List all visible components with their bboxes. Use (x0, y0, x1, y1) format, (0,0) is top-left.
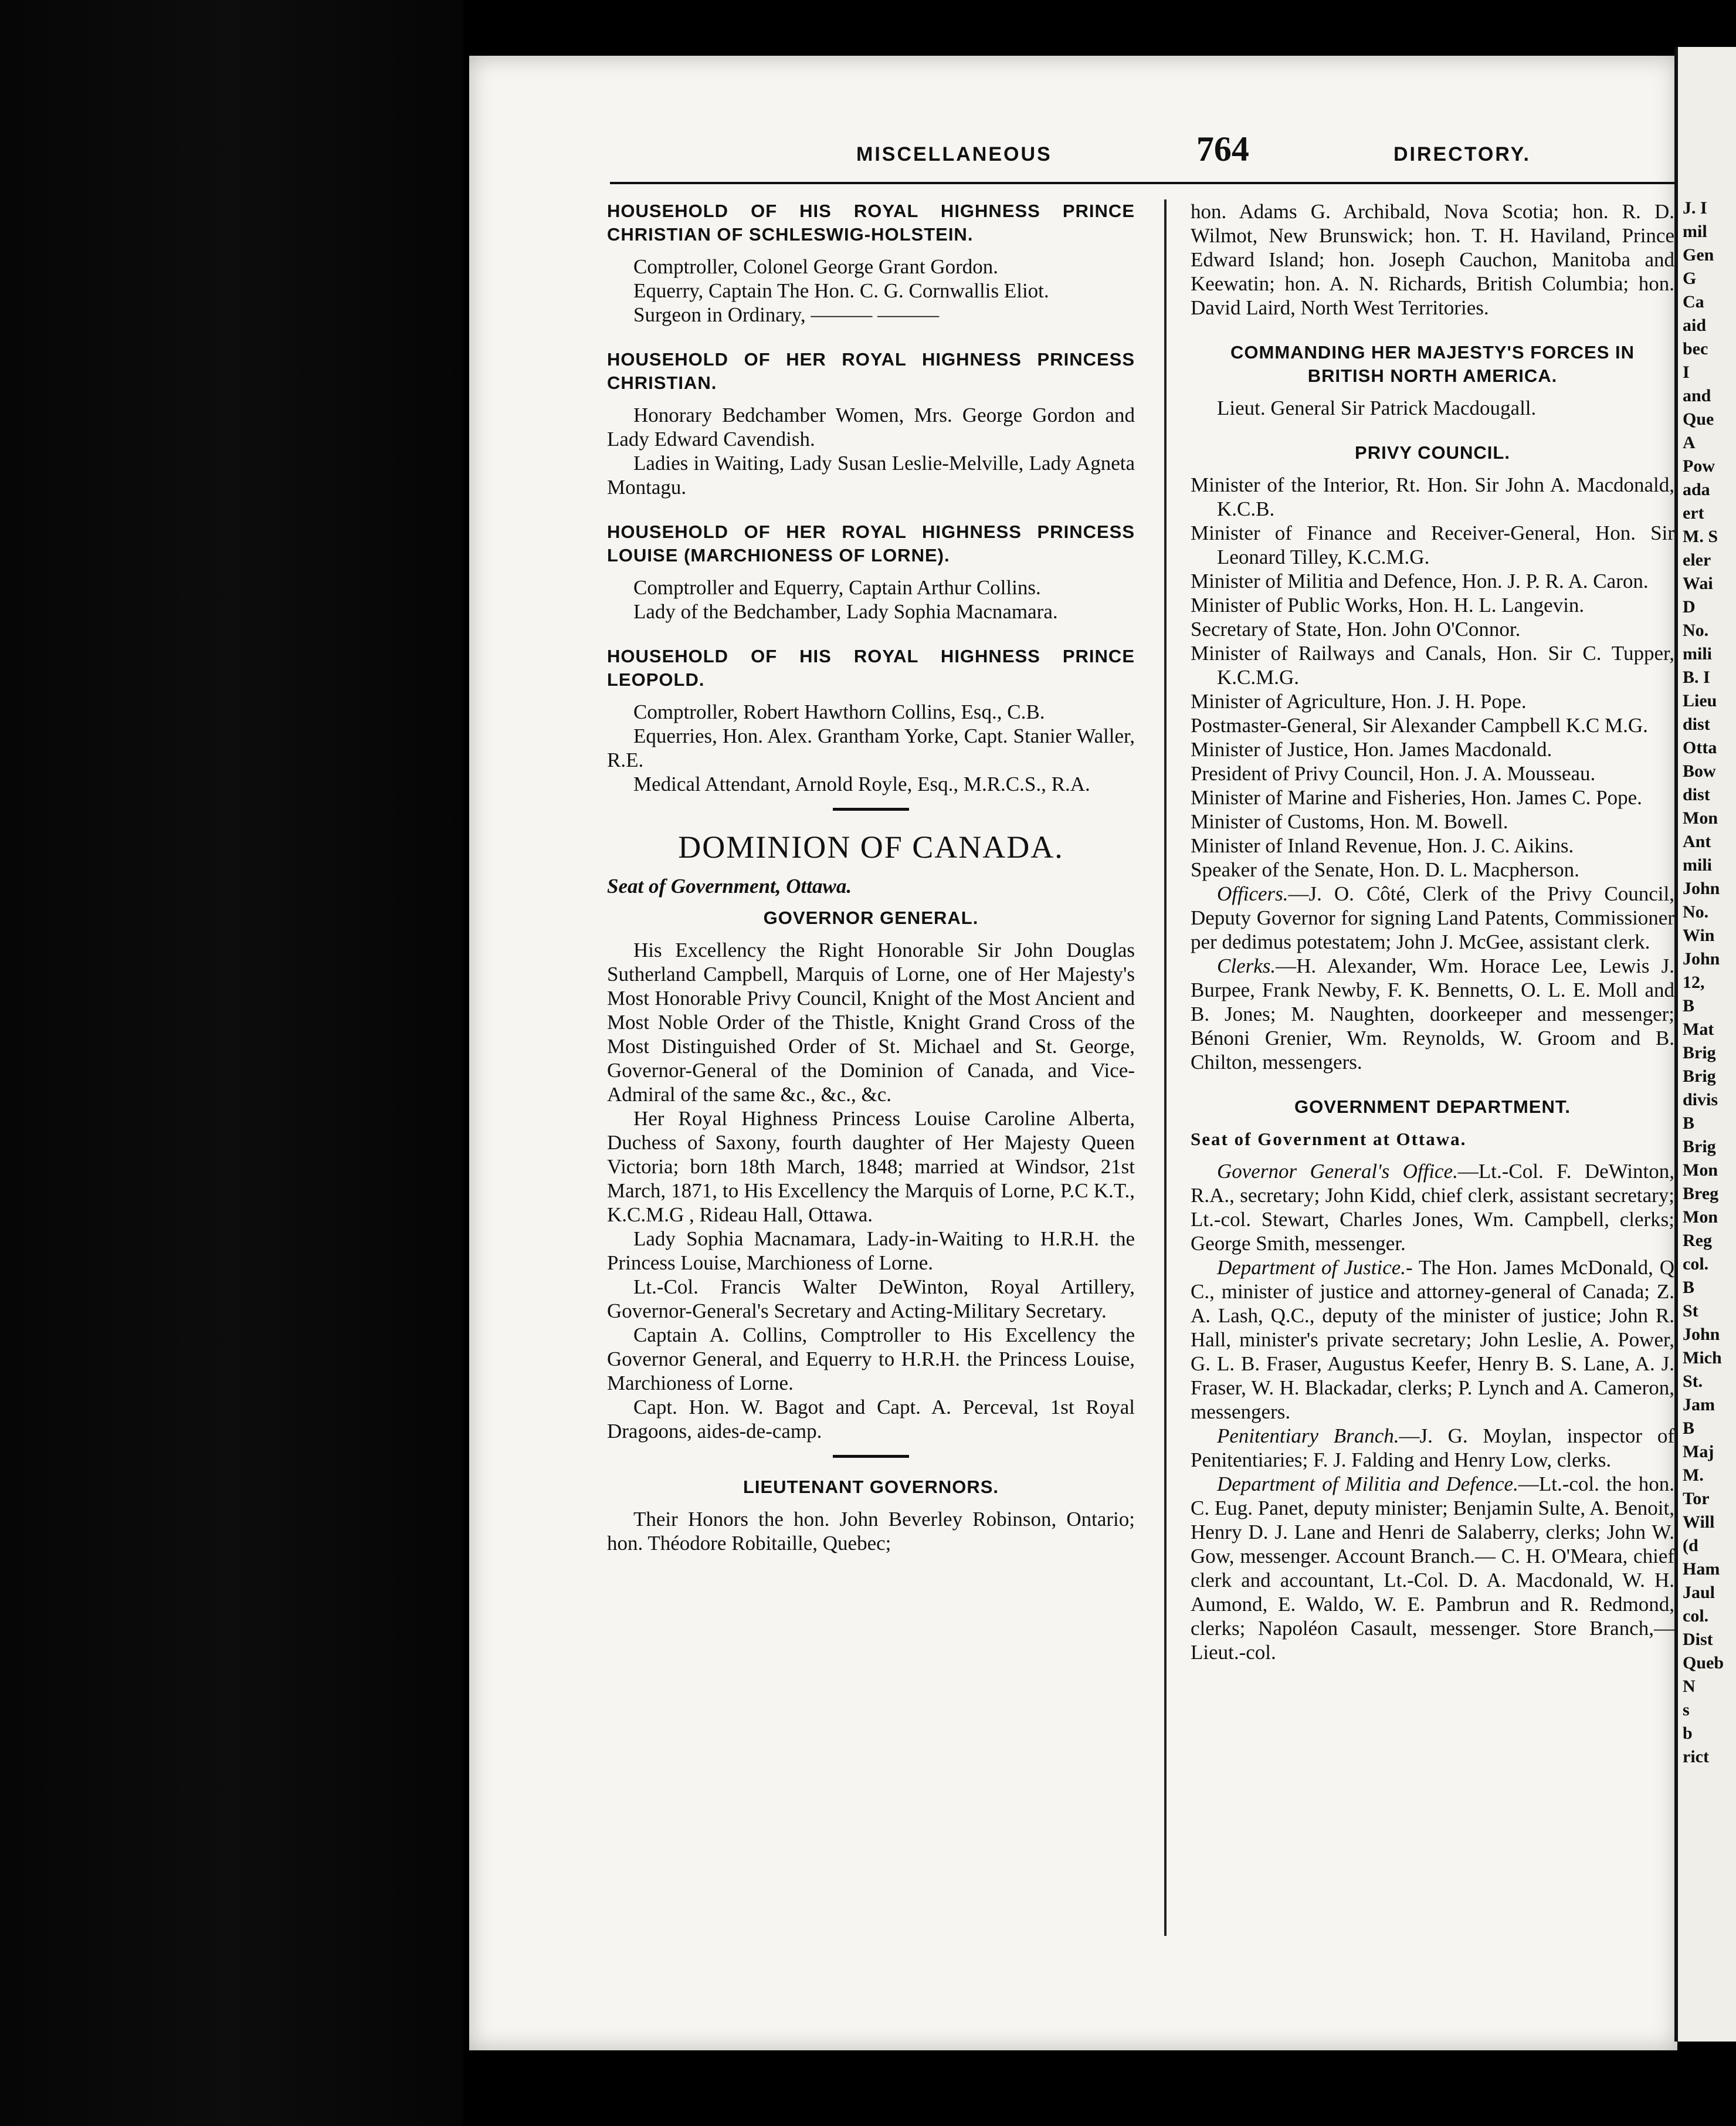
edge-fragment: No. (1683, 902, 1709, 922)
privy-council-entry: Postmaster-General, Sir Alexander Campbell K.C M.G. (1191, 714, 1648, 737)
edge-fragment: Ca (1683, 292, 1704, 312)
privy-council-entry: Minister of Agriculture, Hon. J. H. Pope. (1191, 690, 1527, 713)
left-column (607, 199, 1135, 1555)
governor-general-entry: Lady Sophia Macnamara, Lady-in-Waiting to H.R.H. the Princess Louise, Marchioness of Lorne. (607, 1227, 1135, 1274)
edge-fragment: Brig (1683, 1137, 1716, 1156)
page-header (856, 129, 1531, 170)
privy-council-list (1191, 473, 1674, 882)
governor-general-section (607, 938, 1135, 1443)
edge-fragment: b (1683, 1724, 1693, 1743)
household-heading: HOUSEHOLD OF HIS ROYAL HIGHNESS PRINCE CHRISTIAN OF SCHLESWIG-HOLSTEIN. (607, 201, 1135, 245)
department-label: Penitentiary Branch. (1217, 1424, 1399, 1447)
edge-fragment: St. (1683, 1372, 1703, 1391)
governor-general-entry: His Excellency the Right Honorable Sir John Douglas Sutherland Campbell, Marquis of Lorne, one of Her Majesty's Most Honorable Privy Council, Knight of the Most Ancient and Most Noble Order of the Thistle, Knight Grand Cross of the Most Distinguished Order of St. Michael and St. George, Governor-General of the Dominion of Canada, and Vice-Admiral of the same &c., &c., &c. (607, 939, 1135, 1106)
edge-fragment: Brig (1683, 1043, 1716, 1062)
household-entry: Equerries, Hon. Alex. Grantham Yorke, Capt. Stanier Waller, R.E. (607, 725, 1135, 771)
edge-fragment: Jam (1683, 1395, 1715, 1414)
officers-text: —J. O. Côté, Clerk of the Privy Council, Deputy Governor for signing Land Patents, Commissioner per dedimus potestatem; John J. McGee, assistant clerk. (1191, 882, 1674, 953)
edge-fragment: Bow (1683, 761, 1716, 781)
department-label: Governor General's Office. (1217, 1160, 1458, 1183)
edge-fragment: Tor (1683, 1489, 1710, 1508)
edge-fragment: dist (1683, 715, 1710, 734)
edge-fragment: 12, (1683, 973, 1705, 992)
household-section (607, 199, 1135, 796)
edge-fragment: Que (1683, 409, 1714, 429)
edge-fragment: col. (1683, 1606, 1709, 1626)
governor-general-entry: Her Royal Highness Princess Louise Caroline Alberta, Duchess of Saxony, fourth daughter of Her Majesty Queen Victoria; born 18th March, 1848; married at Windsor, 21st March, 1871, to His Excellency the Marquis of Lorne, P.C K.T., K.C.M.G , Rideau Hall, Ottawa. (607, 1107, 1135, 1226)
privy-council-entry: Minister of the Interior, Rt. Hon. Sir John A. Macdonald, K.C.B. (1191, 473, 1674, 520)
lieutenant-governors-heading: LIEUTENANT GOVERNORS. (742, 1477, 999, 1497)
edge-fragment: I (1683, 363, 1690, 382)
edge-fragment: ert (1683, 503, 1704, 523)
forces-heading: COMMANDING HER MAJESTY'S FORCES IN BRITISH NORTH AMERICA. (1230, 342, 1635, 386)
department-text: —J. G. Moylan, inspector of Penitentiaries; F. J. Falding and Henry Low, clerks. (1191, 1424, 1674, 1471)
privy-council-entry: Minister of Public Works, Hon. H. L. Langevin. (1191, 594, 1585, 617)
edge-fragment: M. (1683, 1465, 1704, 1485)
edge-fragment: B (1683, 1113, 1695, 1133)
edge-fragment: Otta (1683, 738, 1717, 757)
privy-council-entry: Secretary of State, Hon. John O'Connor. (1191, 618, 1521, 641)
edge-fragment: St (1683, 1301, 1698, 1321)
edge-fragment: bec (1683, 339, 1708, 358)
officers-entry (1191, 882, 1674, 954)
clerks-label: Clerks. (1217, 954, 1276, 977)
government-department-seat: Seat of Government at Ottawa. (1191, 1129, 1467, 1149)
privy-council-entry: Minister of Inland Revenue, Hon. J. C. Aikins. (1191, 834, 1574, 857)
clerks-text: —H. Alexander, Wm. Horace Lee, Lewis J. Burpee, Frank Newby, F. K. Bennetts, O. L. E. Moll and B. Jones; M. Naughten, doorkeeper and messenger; Bénoni Grenier, Wm. Reynolds, W. Groom and B. Chilton, messengers. (1191, 954, 1674, 1074)
household-heading: HOUSEHOLD OF HER ROYAL HIGHNESS PRINCESS LOUISE (MARCHIONESS OF LORNE). (607, 522, 1135, 566)
privy-council-entry: Minister of Militia and Defence, Hon. J. P. R. A. Caron. (1191, 570, 1649, 593)
edge-fragment: divis (1683, 1090, 1718, 1109)
department-text: —Lt.-col. the hon. C. Eug. Panet, deputy minister; Benjamin Sulte, A. Benoit, Henry D. J. Lane and Henri de Salaberry, clerks; John W. Gow, messenger. Account Branch.— C. H. O'Meara, chief clerk and accountant, Lt.-Col. D. A. Macdonald, W. H. Aumond, E. Waldo, W. E. Pambrun and R. Redmond, clerks; Napoléon Casault, messenger. Store Branch,—Lieut.-col. (1191, 1472, 1674, 1664)
governor-general-entry: Lt.-Col. Francis Walter DeWinton, Royal Artillery, Governor-General's Secretary and Acting-Military Secretary. (607, 1275, 1135, 1322)
edge-fragment: Dist (1683, 1630, 1713, 1649)
department-entry (1191, 1424, 1674, 1472)
household-heading: HOUSEHOLD OF HER ROYAL HIGHNESS PRINCESS CHRISTIAN. (607, 349, 1135, 393)
section-rule (833, 808, 909, 811)
edge-fragment: Brig (1683, 1067, 1716, 1086)
section-rule-2 (833, 1455, 909, 1458)
household-entry: Equerry, Captain The Hon. C. G. Cornwallis Eliot. (633, 279, 1049, 302)
privy-council-entry: Minister of Railways and Canals, Hon. Sir C. Tupper, K.C.M.G. (1191, 642, 1674, 689)
edge-fragment: Gen (1683, 245, 1714, 265)
edge-fragment: eler (1683, 550, 1711, 570)
edge-fragment: J. I (1683, 198, 1707, 218)
edge-fragment: Mon (1683, 1160, 1718, 1180)
department-label: Department of Justice. (1217, 1256, 1406, 1279)
edge-fragment: G (1683, 269, 1697, 288)
edge-fragment: John (1683, 949, 1720, 969)
household-entry: Comptroller, Colonel George Grant Gordon. (633, 255, 999, 278)
department-entry (1191, 1255, 1674, 1424)
edge-fragment: Reg (1683, 1231, 1712, 1250)
edge-fragment: Maj (1683, 1442, 1714, 1461)
edge-fragment: and (1683, 386, 1711, 405)
privy-council-entry: Minister of Justice, Hon. James Macdonald. (1191, 738, 1552, 761)
edge-fragment: Will (1683, 1512, 1715, 1532)
edge-fragment: Wai (1683, 574, 1713, 593)
household-entry: Surgeon in Ordinary, ——— ——— (633, 303, 940, 326)
edge-fragment: John (1683, 879, 1720, 898)
edge-fragment: Mon (1683, 808, 1718, 828)
right-column (1191, 199, 1674, 1664)
next-page-edge (1674, 47, 1736, 2042)
dominion-title: DOMINION OF CANADA. (678, 830, 1064, 865)
edge-fragment: M. S (1683, 527, 1718, 546)
edge-fragment: Queb (1683, 1653, 1724, 1673)
privy-council-entry: Minister of Customs, Hon. M. Bowell. (1191, 810, 1508, 833)
governor-general-entry: Capt. Hon. W. Bagot and Capt. A. Perceval, 1st Royal Dragoons, aides-de-camp. (607, 1396, 1135, 1443)
edge-fragment: dist (1683, 785, 1710, 804)
privy-council-entry: President of Privy Council, Hon. J. A. Mousseau. (1191, 762, 1596, 785)
governor-general-heading: GOVERNOR GENERAL. (763, 908, 979, 928)
edge-fragment: col. (1683, 1254, 1709, 1274)
department-list (1191, 1159, 1674, 1664)
department-text: —Lt.-Col. F. DeWinton, R.A., secretary; John Kidd, chief clerk, assistant secretary; Lt.-col. Stewart, Charles Jones, Wm. Campbell, clerks; George Smith, messenger. (1191, 1160, 1674, 1255)
edge-fragment: ada (1683, 480, 1710, 499)
edge-fragment: Win (1683, 926, 1715, 945)
department-entry (1191, 1472, 1674, 1664)
edge-fragment: B (1683, 1278, 1695, 1297)
edge-fragment: B (1683, 996, 1695, 1015)
household-entry: Comptroller and Equerry, Captain Arthur Collins. (633, 576, 1041, 599)
privy-council-entry: Minister of Marine and Fisheries, Hon. James C. Pope. (1191, 786, 1642, 809)
scan-background (0, 0, 463, 2126)
edge-fragment: Jaul (1683, 1583, 1715, 1602)
department-entry (1191, 1159, 1674, 1255)
edge-fragment: aid (1683, 316, 1707, 335)
edge-fragment: B. I (1683, 668, 1710, 687)
edge-fragment: Ant (1683, 832, 1711, 851)
department-label: Department of Militia and Defence. (1217, 1472, 1518, 1495)
officers-label: Officers. (1217, 882, 1289, 905)
edge-fragment: mili (1683, 644, 1712, 663)
clerks-entry (1191, 954, 1674, 1074)
edge-fragment: Mon (1683, 1207, 1718, 1227)
column-divider (1164, 199, 1167, 1936)
edge-fragment: B (1683, 1419, 1695, 1438)
header-rule (610, 182, 1677, 184)
edge-fragment: Mat (1683, 1020, 1714, 1039)
household-heading: HOUSEHOLD OF HIS ROYAL HIGHNESS PRINCE LEOPOLD. (607, 646, 1135, 690)
privy-council-heading: PRIVY COUNCIL. (1355, 442, 1510, 463)
governor-general-entry: Captain A. Collins, Comptroller to His Excellency the Governor General, and Equerry to H.R.H. the Princess Louise, Marchioness of Lorne. (607, 1323, 1135, 1394)
edge-fragment: A (1683, 433, 1696, 452)
edge-fragment: mili (1683, 855, 1712, 875)
header-right-word: DIRECTORY. (1393, 143, 1531, 165)
household-entry: Comptroller, Robert Hawthorn Collins, Esq., C.B. (633, 700, 1045, 723)
household-entry: Ladies in Waiting, Lady Susan Leslie-Melville, Lady Agneta Montagu. (607, 452, 1135, 499)
edge-fragment: rict (1683, 1747, 1709, 1766)
edge-fragment: (d (1683, 1536, 1698, 1555)
edge-fragment: Mich (1683, 1348, 1722, 1367)
lt-gov-continued: hon. Adams G. Archibald, Nova Scotia; hon. R. D. Wilmot, New Brunswick; hon. T. H. Haviland, Prince Edward Island; hon. Joseph Cauchon, Manitoba and Keewatin; hon. A. N. Richards, British Columbia; hon. David Laird, North West Territories. (1191, 200, 1674, 319)
edge-fragment: Pow (1683, 456, 1715, 476)
edge-fragment: No. (1683, 621, 1709, 640)
government-department-heading: GOVERNMENT DEPARTMENT. (1294, 1096, 1571, 1117)
department-text: - The Hon. James McDonald, Q C., minister of justice and attorney-general of Canada; Z. A. Lash, Q.C., deputy of the minister of justice; John R. Hall, minister's private secretary; John Leslie, A. Power, G. L. B. Fraser, Augustus Keefer, Henry B. S. Lane, A. J. Fraser, W. H. Blackadar, clerks; P. Lynch and A. Cameron, messengers. (1191, 1256, 1674, 1423)
edge-fragment: Ham (1683, 1559, 1720, 1579)
household-entry: Medical Attendant, Arnold Royle, Esq., M.R.C.S., R.A. (633, 773, 1090, 795)
edge-fragment: N (1683, 1677, 1696, 1696)
edge-fragment: John (1683, 1325, 1720, 1344)
header-left-word: MISCELLANEOUS (856, 143, 1052, 165)
seat-of-government: Seat of Government, Ottawa. (607, 875, 852, 898)
privy-council-entry: Minister of Finance and Receiver-General, Hon. Sir Leonard Tilley, K.C.M.G. (1191, 522, 1674, 568)
edge-fragment: Breg (1683, 1184, 1719, 1203)
page-number: 764 (1196, 130, 1249, 168)
lieutenant-governors-text: Their Honors the hon. John Beverley Robinson, Ontario; hon. Théodore Robitaille, Quebec; (607, 1508, 1135, 1555)
forces-text: Lieut. General Sir Patrick Macdougall. (1217, 397, 1537, 419)
edge-fragment: s (1683, 1700, 1690, 1719)
edge-fragment: mil (1683, 222, 1707, 241)
household-entry: Lady of the Bedchamber, Lady Sophia Macnamara. (633, 600, 1058, 623)
edge-fragment: D (1683, 597, 1696, 617)
household-entry: Honorary Bedchamber Women, Mrs. George Gordon and Lady Edward Cavendish. (607, 404, 1135, 451)
edge-fragment: Lieu (1683, 691, 1717, 710)
privy-council-entry: Speaker of the Senate, Hon. D. L. Macpherson. (1191, 858, 1579, 881)
